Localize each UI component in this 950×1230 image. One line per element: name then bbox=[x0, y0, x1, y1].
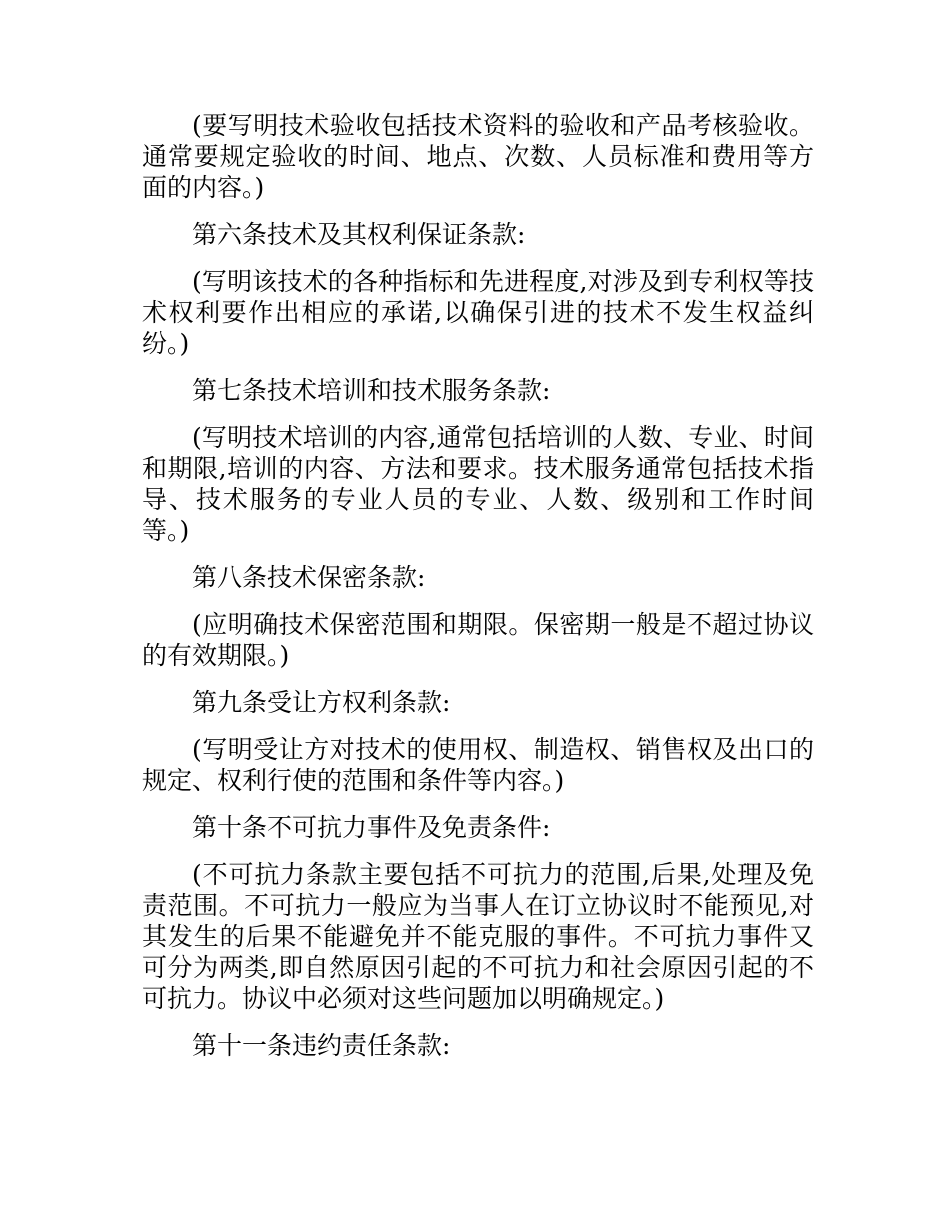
clause-note-10: (不可抗力条款主要包括不可抗力的范围,后果,处理及免责范围。不可抗力一般应为当事人在订立协议时不能预见,对其发生的后果不能避免并不能克服的事件。不可抗力事件又可分为两类,即自然原因引起的不可抗力和社会原因引起的不可抗力。协议中必须对这些问题加以明确规定。) bbox=[142, 860, 814, 1013]
clause-note-9: (写明受让方对技术的使用权、制造权、销售权及出口的规定、权利行使的范围和条件等内容。) bbox=[142, 735, 814, 795]
clause-heading-8: 第八条技术保密条款: bbox=[192, 563, 426, 592]
clause-note-6: (写明该技术的各种指标和先进程度,对涉及到专利权等技术权利要作出相应的承诺,以确保引进的技术不发生权益纠纷。) bbox=[142, 267, 814, 358]
clause-note-8: (应明确技术保密范围和期限。保密期一般是不超过协议的有效期限。) bbox=[142, 610, 814, 670]
document-body bbox=[142, 110, 814, 1077]
clause-note-7: (写明技术培训的内容,通常包括培训的人数、专业、时间和期限,培训的内容、方法和要求。技术服务通常包括技术指导、技术服务的专业人员的专业、人数、级别和工作时间等。) bbox=[142, 423, 814, 545]
clause-heading-10: 第十条不可抗力事件及免责条件: bbox=[192, 813, 551, 842]
clause-note-acceptance: (要写明技术验收包括技术资料的验收和产品考核验收。通常要规定验收的时间、地点、次数、人员标准和费用等方面的内容。) bbox=[142, 111, 814, 202]
clause-heading-6: 第六条技术及其权利保证条款: bbox=[192, 220, 526, 249]
clause-heading-7: 第七条技术培训和技术服务条款: bbox=[192, 376, 551, 405]
clause-heading-9: 第九条受让方权利条款: bbox=[192, 688, 451, 717]
clause-heading-11: 第十一条违约责任条款: bbox=[192, 1031, 451, 1060]
